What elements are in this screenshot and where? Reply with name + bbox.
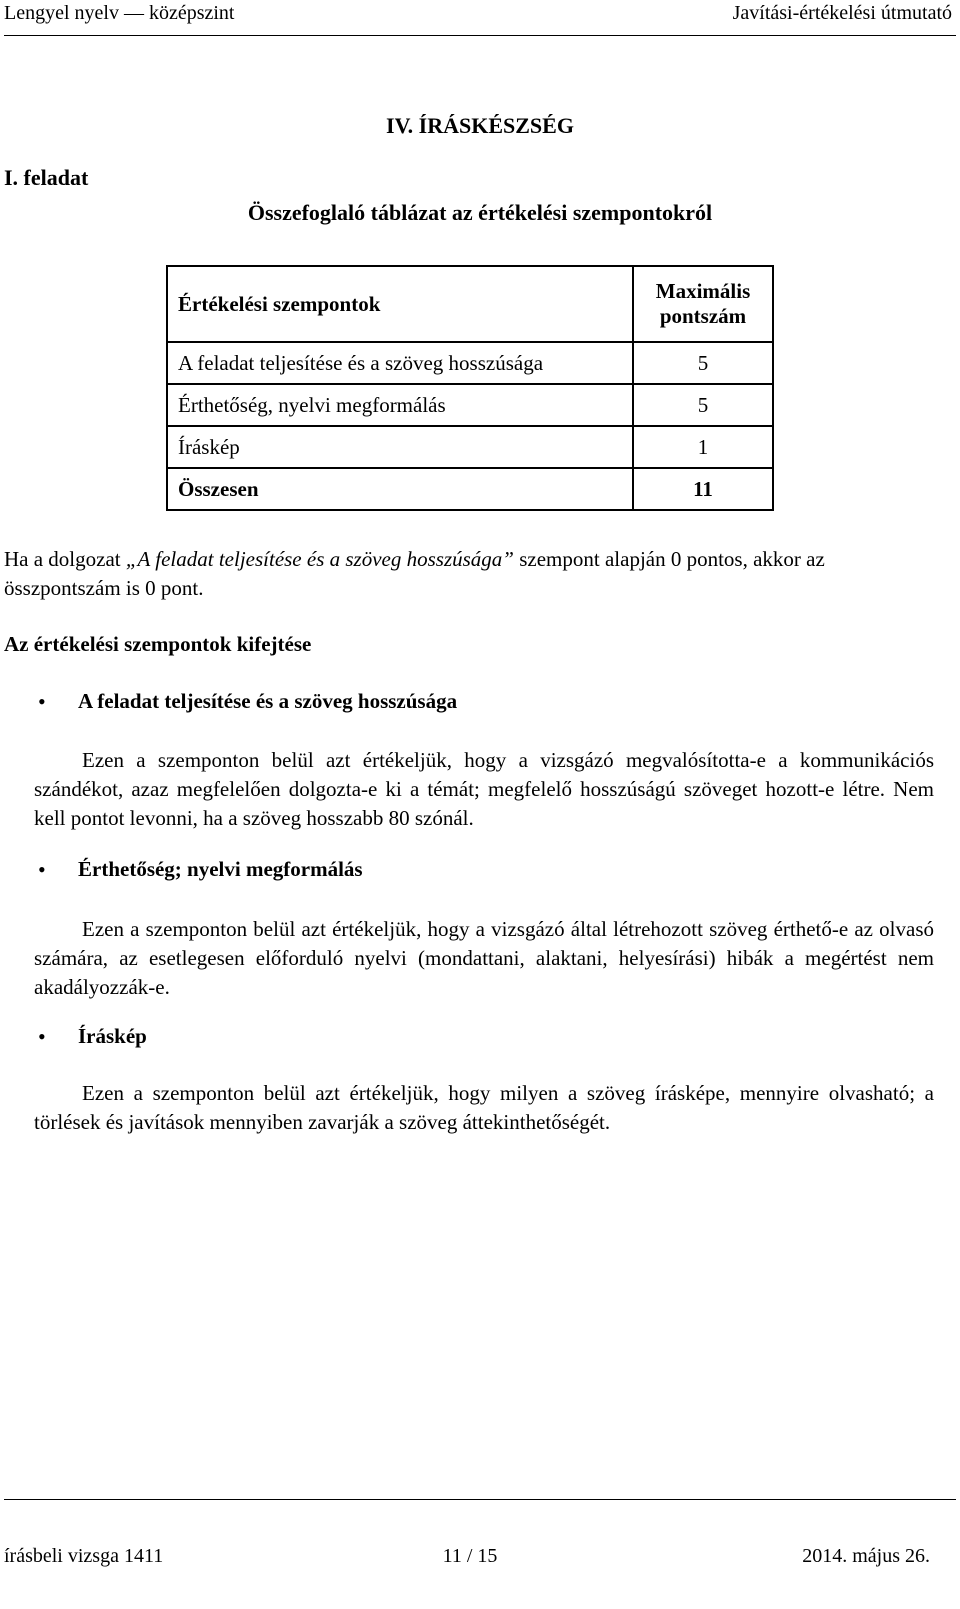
criterion-description: Ezen a szemponton belül azt értékeljük, hogy a vizsgázó megvalósította-e a kommunikációs szándékot, azaz megfelelően dolgozta-e ki a témát; megfelelő hosszúságú szöveget hozott-e létre. Nem kell pontot levonni, ha a szöveg hosszabb 80 szónál. xyxy=(34,748,934,830)
task-title: I. feladat xyxy=(4,165,89,190)
header-points-line2: pontszám xyxy=(659,304,747,328)
summary-table xyxy=(166,265,774,511)
page-header xyxy=(4,0,952,34)
bullet-icon: • xyxy=(38,689,46,714)
criterion-label: A feladat teljesítése és a szöveg hosszúsága xyxy=(167,342,633,384)
note-text-before: Ha a dolgozat xyxy=(4,547,126,571)
zero-points-note xyxy=(4,545,934,603)
section-title xyxy=(0,113,960,139)
criterion-description: Ezen a szemponton belül azt értékeljük, hogy a vizsgázó által létrehozott szöveg érthető-e az olvasó számára, az esetlegesen előforduló nyelvi (mondattani, alaktani, helyesírási) hibák a megértést nem akadályozzák-e. xyxy=(34,917,934,999)
header-points-line1: Maximális xyxy=(655,279,751,303)
criterion-heading: Íráskép xyxy=(78,1024,147,1048)
table-row xyxy=(167,342,773,384)
header-rule xyxy=(4,35,956,36)
table-header-row xyxy=(167,266,773,342)
criterion-points: 1 xyxy=(633,426,773,468)
explanation-heading: Az értékelési szempontok kifejtése xyxy=(4,632,312,656)
header-points-cell xyxy=(633,266,773,342)
total-label: Összesen xyxy=(167,468,633,510)
section-title-text: IV. ÍRÁSKÉSZSÉG xyxy=(386,113,574,138)
header-criteria-cell: Értékelési szempontok xyxy=(167,266,633,342)
criterion-label: Íráskép xyxy=(167,426,633,468)
footer-rule xyxy=(4,1499,956,1500)
bullet-icon: • xyxy=(38,857,46,882)
header-guide-title: Javítási-értékelési útmutató xyxy=(732,2,952,24)
criterion-heading: Érthetőség; nyelvi megformálás xyxy=(78,857,363,881)
bullet-icon: • xyxy=(38,1024,46,1049)
criterion-points: 5 xyxy=(633,342,773,384)
criterion-heading: A feladat teljesítése és a szöveg hosszúsága xyxy=(78,689,458,713)
criterion-points: 5 xyxy=(633,384,773,426)
table-title: Összefoglaló táblázat az értékelési szempontokról xyxy=(247,200,713,225)
criterion-description: Ezen a szemponton belül azt értékeljük, hogy milyen a szöveg írásképe, mennyire olvasható; a törlések és javítások mennyiben zavarják a szöveg áttekinthetőségét. xyxy=(34,1081,934,1134)
note-criterion-quote: „A feladat teljesítése és a szöveg hosszúsága” xyxy=(125,547,514,571)
header-subject: Lengyel nyelv — középszint xyxy=(4,2,235,24)
criterion-label: Érthetőség, nyelvi megformálás xyxy=(167,384,633,426)
note-text-after: szempont alapján 0 pontos, akkor az összpontszám is 0 pont. xyxy=(4,547,825,600)
total-points: 11 xyxy=(633,468,773,510)
table-row xyxy=(167,384,773,426)
table-total-row xyxy=(167,468,773,510)
footer-date: 2014. május 26. xyxy=(802,1545,930,1567)
footer-exam-code: írásbeli vizsga 1411 xyxy=(4,1545,164,1567)
footer-page-number: 11 / 15 xyxy=(442,1545,498,1567)
table-row xyxy=(167,426,773,468)
